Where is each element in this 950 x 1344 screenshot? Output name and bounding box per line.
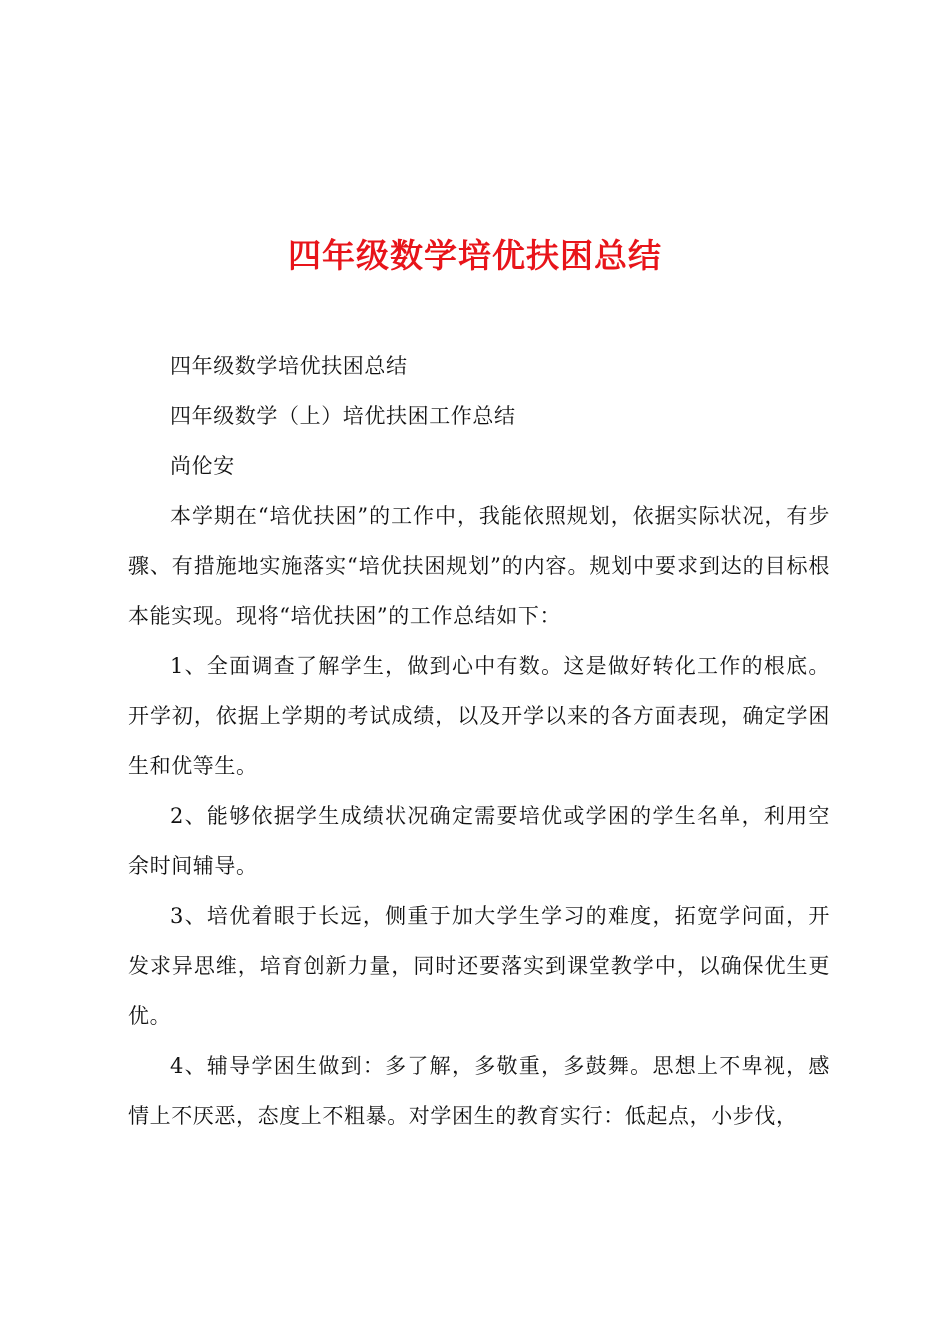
paragraph-intro: 本学期在“培优扶困”的工作中，我能依照规划，依据实际状况，有步骤、有措施地实施落实“培优扶困规划”的内容。规划中要求到达的目标根本能实现。现将“培优扶困”的工作总结如下：	[128, 504, 830, 628]
paragraph-item-2: 2、能够依据学生成绩状况确定需要培优或学困的学生名单，利用空余时间辅导。	[128, 804, 830, 878]
paragraph-heading: 四年级数学培优扶困总结	[170, 354, 408, 378]
paragraph-item-1: 1、全面调查了解学生，做到心中有数。这是做好转化工作的根底。开学初，依据上学期的考试成绩，以及开学以来的各方面表现，确定学困生和优等生。	[128, 654, 830, 778]
paragraph-subtitle: 四年级数学（上）培优扶困工作总结	[170, 404, 516, 428]
paragraph-item-4: 4、辅导学困生做到：多了解，多敬重，多鼓舞。思想上不卑视，感情上不厌恶，态度上不粗暴。对学困生的教育实行：低起点，小步伐，	[128, 1054, 830, 1128]
paragraph-item-3: 3、培优着眼于长远，侧重于加大学生学习的难度，拓宽学问面，开发求异思维，培育创新力量，同时还要落实到课堂教学中，以确保优生更优。	[128, 904, 830, 1028]
document-body	[128, 341, 830, 1141]
paragraph-author: 尚伦安	[170, 454, 235, 478]
document-title: 四年级数学培优扶困总结	[288, 236, 662, 276]
